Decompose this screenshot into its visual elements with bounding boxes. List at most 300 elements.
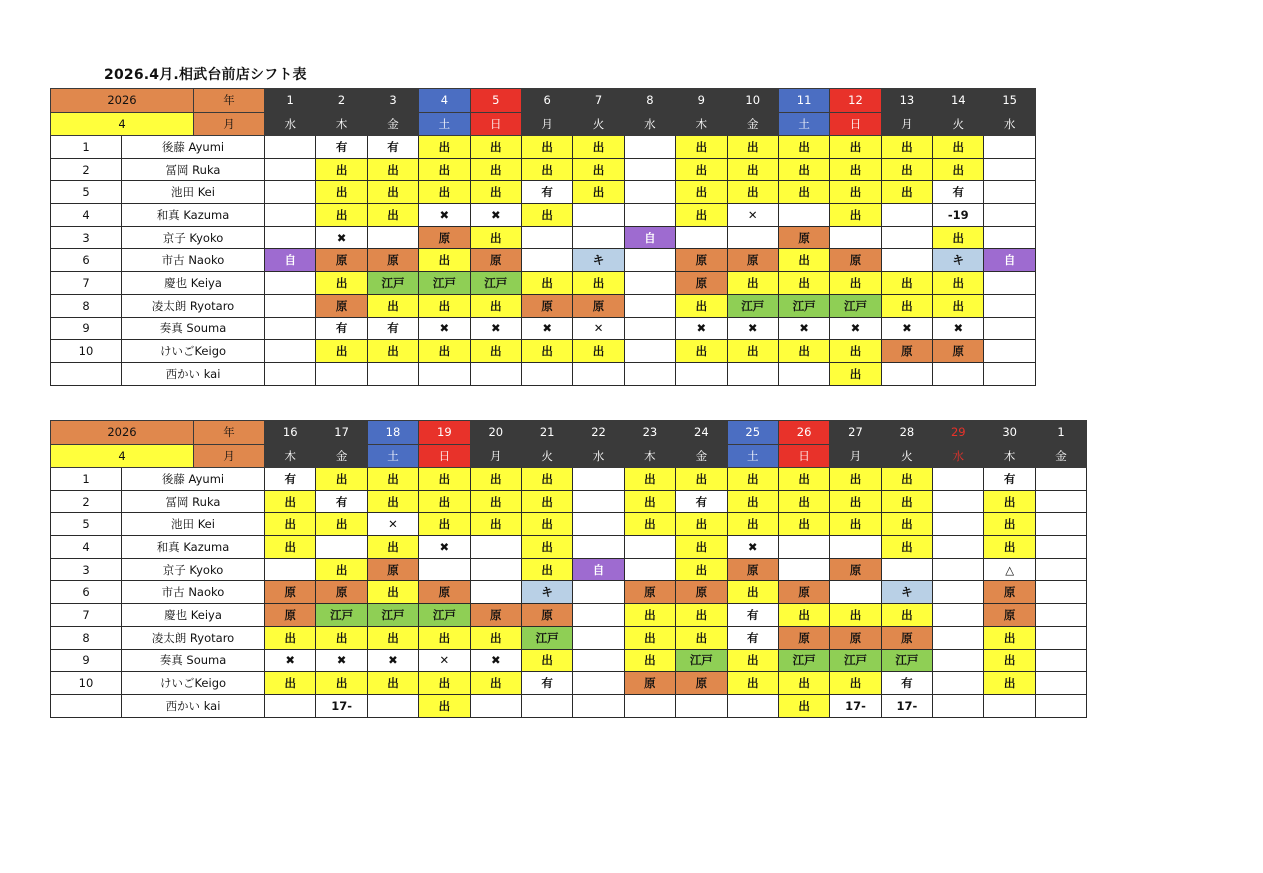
shift-cell[interactable] [830,226,881,249]
shift-cell[interactable]: ✖ [881,317,932,340]
shift-cell[interactable]: 出 [727,581,778,604]
shift-cell[interactable]: 有 [265,468,316,491]
shift-cell[interactable]: 江戸 [778,294,829,317]
shift-cell[interactable]: 出 [470,340,521,363]
shift-cell[interactable] [265,317,316,340]
shift-cell[interactable] [984,294,1035,317]
shift-cell[interactable] [1035,604,1086,627]
shift-cell[interactable] [933,513,984,536]
shift-cell[interactable] [624,136,675,159]
shift-cell[interactable] [521,226,572,249]
shift-cell[interactable]: キ [933,249,984,272]
shift-cell[interactable] [933,490,984,513]
shift-cell[interactable]: 出 [367,204,418,227]
shift-cell[interactable] [367,362,418,385]
shift-cell[interactable]: 江戸 [316,604,367,627]
shift-cell[interactable]: 江戸 [367,272,418,295]
shift-cell[interactable]: 原 [316,581,367,604]
shift-cell[interactable] [933,672,984,695]
shift-cell[interactable]: キ [881,581,932,604]
shift-cell[interactable]: 有 [367,317,418,340]
shift-cell[interactable]: 出 [470,513,521,536]
shift-cell[interactable] [1035,536,1086,559]
shift-cell[interactable]: 出 [778,181,829,204]
shift-cell[interactable]: 原 [470,249,521,272]
shift-cell[interactable]: ✖ [419,317,470,340]
shift-cell[interactable] [265,558,316,581]
shift-cell[interactable] [316,362,367,385]
shift-cell[interactable]: ✖ [419,536,470,559]
shift-cell[interactable]: 出 [521,468,572,491]
shift-cell[interactable]: 出 [830,468,881,491]
shift-cell[interactable]: 有 [367,136,418,159]
shift-cell[interactable]: 江戸 [676,649,727,672]
shift-cell[interactable]: 出 [521,536,572,559]
shift-cell[interactable]: 出 [419,694,470,717]
shift-cell[interactable]: 出 [316,204,367,227]
shift-cell[interactable] [984,136,1035,159]
shift-cell[interactable]: 出 [316,340,367,363]
shift-cell[interactable]: 出 [881,536,932,559]
shift-cell[interactable]: 出 [727,490,778,513]
shift-cell[interactable]: 出 [265,672,316,695]
shift-cell[interactable] [881,558,932,581]
shift-cell[interactable]: 出 [367,581,418,604]
shift-cell[interactable]: 出 [933,294,984,317]
shift-cell[interactable]: 出 [984,626,1035,649]
shift-cell[interactable]: 出 [727,513,778,536]
shift-cell[interactable] [573,581,624,604]
shift-cell[interactable] [624,536,675,559]
shift-cell[interactable]: 原 [676,272,727,295]
shift-cell[interactable]: 有 [881,672,932,695]
shift-cell[interactable]: 出 [367,490,418,513]
shift-cell[interactable] [933,581,984,604]
shift-cell[interactable]: 出 [830,181,881,204]
shift-cell[interactable]: 出 [624,513,675,536]
shift-cell[interactable]: ✖ [933,317,984,340]
shift-cell[interactable]: 原 [830,626,881,649]
shift-cell[interactable] [573,536,624,559]
shift-cell[interactable]: 出 [676,204,727,227]
shift-cell[interactable]: 原 [778,581,829,604]
shift-cell[interactable] [933,604,984,627]
shift-cell[interactable]: 出 [419,468,470,491]
shift-cell[interactable]: 出 [676,558,727,581]
shift-cell[interactable]: ✖ [830,317,881,340]
shift-cell[interactable]: 原 [727,558,778,581]
shift-cell[interactable]: 出 [419,490,470,513]
shift-cell[interactable]: キ [521,581,572,604]
shift-cell[interactable]: 出 [624,649,675,672]
shift-cell[interactable] [624,181,675,204]
shift-cell[interactable]: 出 [778,672,829,695]
shift-cell[interactable] [984,340,1035,363]
shift-cell[interactable]: 出 [521,204,572,227]
shift-cell[interactable]: 出 [521,272,572,295]
shift-cell[interactable] [265,362,316,385]
shift-cell[interactable]: 原 [470,604,521,627]
shift-cell[interactable]: 出 [778,249,829,272]
shift-cell[interactable]: 出 [470,468,521,491]
shift-cell[interactable] [265,694,316,717]
shift-cell[interactable]: 17- [316,694,367,717]
shift-cell[interactable] [984,226,1035,249]
shift-cell[interactable] [830,581,881,604]
shift-cell[interactable] [1035,468,1086,491]
shift-cell[interactable]: 出 [676,513,727,536]
shift-cell[interactable]: 原 [778,226,829,249]
shift-cell[interactable]: 原 [676,672,727,695]
shift-cell[interactable]: 出 [521,558,572,581]
shift-cell[interactable]: 出 [984,649,1035,672]
shift-cell[interactable]: 出 [470,294,521,317]
shift-cell[interactable]: 出 [419,181,470,204]
shift-cell[interactable]: 出 [367,340,418,363]
shift-cell[interactable]: 出 [573,136,624,159]
shift-cell[interactable]: 出 [367,468,418,491]
shift-cell[interactable]: 出 [521,513,572,536]
shift-cell[interactable]: 出 [984,490,1035,513]
shift-cell[interactable] [727,694,778,717]
shift-cell[interactable]: 出 [419,294,470,317]
shift-cell[interactable]: 有 [316,490,367,513]
shift-cell[interactable]: キ [573,249,624,272]
shift-cell[interactable]: 出 [419,626,470,649]
shift-cell[interactable] [881,249,932,272]
shift-cell[interactable]: 有 [521,672,572,695]
shift-cell[interactable]: 出 [933,226,984,249]
shift-cell[interactable] [624,204,675,227]
shift-cell[interactable] [624,158,675,181]
shift-cell[interactable]: 出 [881,181,932,204]
shift-cell[interactable]: 原 [265,604,316,627]
shift-cell[interactable]: 原 [419,581,470,604]
shift-cell[interactable] [727,226,778,249]
shift-cell[interactable]: 出 [984,672,1035,695]
shift-cell[interactable]: 自 [265,249,316,272]
shift-cell[interactable] [624,317,675,340]
shift-cell[interactable]: 原 [778,626,829,649]
shift-cell[interactable]: 江戸 [521,626,572,649]
shift-cell[interactable]: ✖ [419,204,470,227]
shift-cell[interactable]: 出 [367,672,418,695]
shift-cell[interactable] [573,649,624,672]
shift-cell[interactable] [778,536,829,559]
shift-cell[interactable] [624,294,675,317]
shift-cell[interactable]: 出 [984,536,1035,559]
shift-cell[interactable] [470,536,521,559]
shift-cell[interactable]: 出 [265,626,316,649]
shift-cell[interactable]: 出 [830,136,881,159]
shift-cell[interactable] [778,362,829,385]
shift-cell[interactable]: 出 [778,694,829,717]
shift-cell[interactable]: 出 [676,536,727,559]
shift-cell[interactable]: 出 [727,272,778,295]
shift-cell[interactable]: ✖ [470,649,521,672]
shift-cell[interactable] [984,694,1035,717]
shift-cell[interactable]: 江戸 [727,294,778,317]
shift-cell[interactable]: ✖ [727,536,778,559]
shift-cell[interactable]: 出 [316,513,367,536]
shift-cell[interactable]: 原 [830,249,881,272]
shift-cell[interactable] [521,249,572,272]
shift-cell[interactable]: 有 [316,317,367,340]
shift-cell[interactable]: 出 [727,649,778,672]
shift-cell[interactable]: 有 [984,468,1035,491]
shift-cell[interactable]: 出 [881,136,932,159]
shift-cell[interactable]: 出 [573,340,624,363]
shift-cell[interactable]: ✖ [676,317,727,340]
shift-cell[interactable]: 出 [778,490,829,513]
shift-cell[interactable]: 原 [316,249,367,272]
shift-cell[interactable]: 原 [881,340,932,363]
shift-cell[interactable] [521,362,572,385]
shift-cell[interactable] [265,294,316,317]
shift-cell[interactable] [984,158,1035,181]
shift-cell[interactable]: 出 [933,272,984,295]
shift-cell[interactable]: 江戸 [881,649,932,672]
shift-cell[interactable] [1035,558,1086,581]
shift-cell[interactable] [933,536,984,559]
shift-cell[interactable]: 出 [419,513,470,536]
shift-cell[interactable] [984,181,1035,204]
shift-cell[interactable]: 出 [470,158,521,181]
shift-cell[interactable]: 有 [727,626,778,649]
shift-cell[interactable]: 江戸 [419,272,470,295]
shift-cell[interactable] [830,536,881,559]
shift-cell[interactable]: 出 [778,158,829,181]
shift-cell[interactable]: 出 [419,672,470,695]
shift-cell[interactable]: 原 [367,558,418,581]
shift-cell[interactable] [984,204,1035,227]
shift-cell[interactable]: ✖ [727,317,778,340]
shift-cell[interactable]: -19 [933,204,984,227]
shift-cell[interactable] [676,694,727,717]
shift-cell[interactable] [778,558,829,581]
shift-cell[interactable] [933,694,984,717]
shift-cell[interactable]: 有 [676,490,727,513]
shift-cell[interactable] [676,362,727,385]
shift-cell[interactable] [624,249,675,272]
shift-cell[interactable]: 出 [676,626,727,649]
shift-cell[interactable] [470,694,521,717]
shift-cell[interactable] [933,649,984,672]
shift-cell[interactable] [419,558,470,581]
shift-cell[interactable]: 原 [624,581,675,604]
shift-cell[interactable]: 出 [367,536,418,559]
shift-cell[interactable]: 出 [830,158,881,181]
shift-cell[interactable]: ✖ [367,649,418,672]
shift-cell[interactable]: 出 [573,158,624,181]
shift-cell[interactable] [727,362,778,385]
shift-cell[interactable]: ✖ [470,317,521,340]
shift-cell[interactable] [573,226,624,249]
shift-cell[interactable]: 出 [727,136,778,159]
shift-cell[interactable]: 出 [265,536,316,559]
shift-cell[interactable]: 有 [727,604,778,627]
shift-cell[interactable]: 原 [265,581,316,604]
shift-cell[interactable]: ✕ [367,513,418,536]
shift-cell[interactable]: 出 [778,272,829,295]
shift-cell[interactable]: 自 [624,226,675,249]
shift-cell[interactable]: 江戸 [830,294,881,317]
shift-cell[interactable]: 出 [778,604,829,627]
shift-cell[interactable]: 出 [265,490,316,513]
shift-cell[interactable] [573,694,624,717]
shift-cell[interactable]: 出 [933,136,984,159]
shift-cell[interactable]: 出 [676,158,727,181]
shift-cell[interactable]: 有 [316,136,367,159]
shift-cell[interactable]: ✖ [265,649,316,672]
shift-cell[interactable] [573,626,624,649]
shift-cell[interactable]: 原 [316,294,367,317]
shift-cell[interactable]: 出 [624,468,675,491]
shift-cell[interactable] [1035,581,1086,604]
shift-cell[interactable]: 出 [778,136,829,159]
shift-cell[interactable]: 出 [727,158,778,181]
shift-cell[interactable] [573,604,624,627]
shift-cell[interactable]: 出 [830,490,881,513]
shift-cell[interactable]: 出 [419,136,470,159]
shift-cell[interactable]: 出 [470,136,521,159]
shift-cell[interactable]: △ [984,558,1035,581]
shift-cell[interactable] [367,226,418,249]
shift-cell[interactable] [624,558,675,581]
shift-cell[interactable] [881,362,932,385]
shift-cell[interactable]: 出 [727,340,778,363]
shift-cell[interactable]: 出 [573,272,624,295]
shift-cell[interactable]: 原 [727,249,778,272]
shift-cell[interactable]: 出 [727,672,778,695]
shift-cell[interactable] [933,626,984,649]
shift-cell[interactable] [1035,490,1086,513]
shift-cell[interactable]: 出 [830,340,881,363]
shift-cell[interactable]: 出 [316,672,367,695]
shift-cell[interactable]: 出 [676,294,727,317]
shift-cell[interactable]: 原 [830,558,881,581]
shift-cell[interactable] [470,362,521,385]
shift-cell[interactable]: 出 [419,340,470,363]
shift-cell[interactable]: 出 [881,468,932,491]
shift-cell[interactable] [1035,672,1086,695]
shift-cell[interactable] [984,317,1035,340]
shift-cell[interactable]: ✖ [778,317,829,340]
shift-cell[interactable]: 出 [830,362,881,385]
shift-cell[interactable]: 原 [933,340,984,363]
shift-cell[interactable]: 出 [984,513,1035,536]
shift-cell[interactable] [676,226,727,249]
shift-cell[interactable]: 出 [676,468,727,491]
shift-cell[interactable] [573,490,624,513]
shift-cell[interactable]: 出 [778,513,829,536]
shift-cell[interactable]: 原 [881,626,932,649]
shift-cell[interactable]: 原 [676,249,727,272]
shift-cell[interactable] [933,468,984,491]
shift-cell[interactable]: ✖ [316,649,367,672]
shift-cell[interactable]: 出 [727,181,778,204]
shift-cell[interactable]: ✕ [573,317,624,340]
shift-cell[interactable] [573,204,624,227]
shift-cell[interactable]: 出 [881,294,932,317]
shift-cell[interactable]: 原 [367,249,418,272]
shift-cell[interactable]: 出 [470,626,521,649]
shift-cell[interactable]: 出 [624,490,675,513]
shift-cell[interactable]: 出 [881,272,932,295]
shift-cell[interactable]: 出 [727,468,778,491]
shift-cell[interactable]: 出 [521,340,572,363]
shift-cell[interactable]: 出 [830,604,881,627]
shift-cell[interactable]: 原 [573,294,624,317]
shift-cell[interactable]: 出 [521,649,572,672]
shift-cell[interactable]: 江戸 [419,604,470,627]
shift-cell[interactable]: 有 [933,181,984,204]
shift-cell[interactable] [573,513,624,536]
shift-cell[interactable]: 出 [316,558,367,581]
shift-cell[interactable]: 出 [881,513,932,536]
shift-cell[interactable] [265,226,316,249]
shift-cell[interactable] [573,468,624,491]
shift-cell[interactable] [265,181,316,204]
shift-cell[interactable]: 出 [316,468,367,491]
shift-cell[interactable]: 出 [676,136,727,159]
shift-cell[interactable] [265,272,316,295]
shift-cell[interactable]: 17- [881,694,932,717]
shift-cell[interactable] [470,581,521,604]
shift-cell[interactable]: 原 [624,672,675,695]
shift-cell[interactable]: 出 [367,626,418,649]
shift-cell[interactable]: 出 [419,158,470,181]
shift-cell[interactable]: 出 [881,158,932,181]
shift-cell[interactable]: 江戸 [778,649,829,672]
shift-cell[interactable]: 原 [676,581,727,604]
shift-cell[interactable]: 出 [830,204,881,227]
shift-cell[interactable] [573,362,624,385]
shift-cell[interactable]: 原 [521,604,572,627]
shift-cell[interactable]: 出 [624,626,675,649]
shift-cell[interactable]: ✕ [419,649,470,672]
shift-cell[interactable]: 出 [470,672,521,695]
shift-cell[interactable]: 出 [470,490,521,513]
shift-cell[interactable] [1035,513,1086,536]
shift-cell[interactable] [778,204,829,227]
shift-cell[interactable]: 出 [521,136,572,159]
shift-cell[interactable]: 出 [830,513,881,536]
shift-cell[interactable]: 原 [984,604,1035,627]
shift-cell[interactable] [1035,626,1086,649]
shift-cell[interactable]: 出 [881,604,932,627]
shift-cell[interactable]: 江戸 [830,649,881,672]
shift-cell[interactable]: 出 [265,513,316,536]
shift-cell[interactable] [265,136,316,159]
shift-cell[interactable]: 出 [624,604,675,627]
shift-cell[interactable]: 自 [573,558,624,581]
shift-cell[interactable]: 出 [778,468,829,491]
shift-cell[interactable]: 江戸 [470,272,521,295]
shift-cell[interactable]: 出 [933,158,984,181]
shift-cell[interactable]: ✖ [470,204,521,227]
shift-cell[interactable] [470,558,521,581]
shift-cell[interactable]: 自 [984,249,1035,272]
shift-cell[interactable]: 出 [881,490,932,513]
shift-cell[interactable] [316,536,367,559]
shift-cell[interactable] [881,204,932,227]
shift-cell[interactable]: 江戸 [367,604,418,627]
shift-cell[interactable] [933,362,984,385]
shift-cell[interactable] [984,362,1035,385]
shift-cell[interactable] [624,340,675,363]
shift-cell[interactable]: 出 [316,626,367,649]
